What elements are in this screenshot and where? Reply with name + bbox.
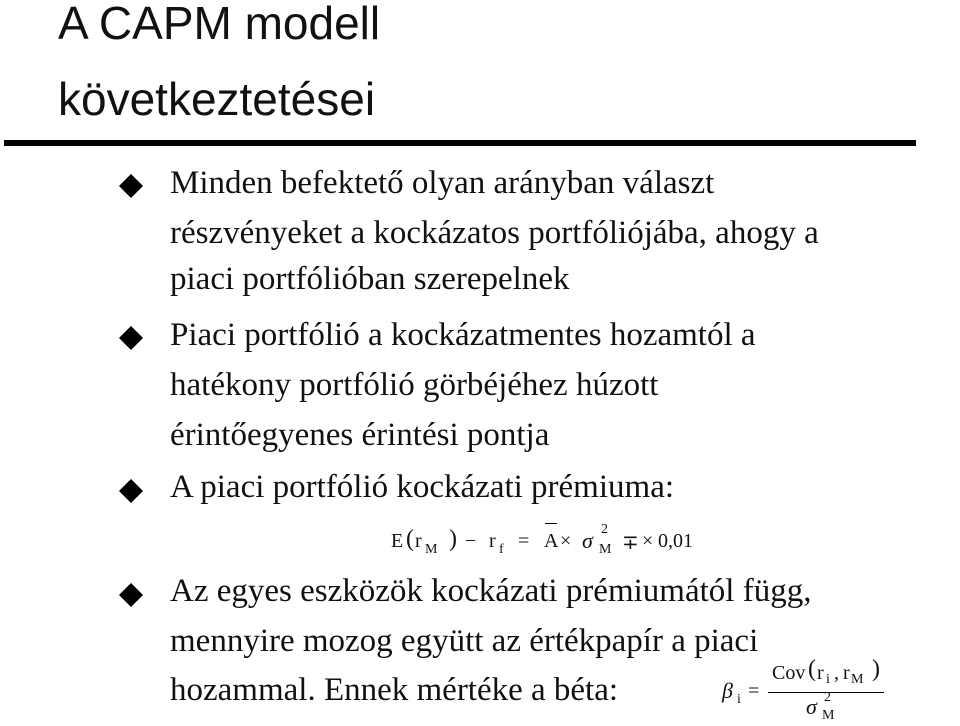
formula-equals: = — [518, 530, 530, 552]
bullet-1-line-2: részvényeket a kockázatos portfóliójába, ahogy a — [170, 215, 819, 251]
bullet-2-line-2: hatékony portfólió görbéjéhez húzott — [170, 367, 659, 403]
formula-sigma: σ — [582, 528, 593, 553]
title-divider — [4, 140, 916, 146]
formula-cov-r-i: r — [817, 662, 824, 684]
formula-cov-subscript-i: i — [826, 672, 830, 687]
formula-minus: − — [465, 530, 477, 552]
formula-subscript-M-2: M — [599, 542, 612, 557]
bullet-1-line-3: piaci portfólióban szerepelnek — [170, 261, 570, 297]
formula-superscript-2: 2 — [601, 522, 608, 537]
bullet-1-line-1: Minden befektető olyan arányban választ — [170, 165, 715, 201]
formula-denominator-superscript-2: 2 — [824, 690, 831, 705]
bullet-4-line-1: Az egyes eszközök kockázati prémiumától függ, — [170, 573, 812, 609]
formula-subscript-f: f — [499, 542, 504, 557]
formula-cov-r-M: r — [843, 662, 850, 684]
formula-cov-comma: , — [834, 662, 839, 684]
bullet-3-line-1: A piaci portfólió kockázati prémiuma: — [170, 469, 675, 505]
diamond-bullet-icon — [119, 174, 143, 198]
bullet-2-line-3: érintőegyenes érintési pontja — [170, 417, 550, 453]
bullet-4-line-3: hozammal. Ennek mértéke a béta: — [170, 672, 619, 708]
formula-cov-right-paren: ) — [872, 656, 880, 682]
formula-times-2: × — [642, 530, 654, 552]
formula-r: r — [415, 530, 422, 552]
formula-times: × — [560, 530, 572, 552]
diamond-bullet-icon — [119, 326, 143, 350]
formula-beta-symbol: β — [722, 678, 733, 703]
formula-beta-subscript-i: i — [737, 692, 741, 707]
formula-cov: Cov — [772, 662, 806, 684]
formula-value: 0,01 — [658, 530, 693, 552]
formula-right-paren: ) — [449, 526, 457, 552]
formula-denominator-sigma: σ — [806, 694, 817, 719]
title-line-2: következtetései — [58, 73, 376, 125]
formula-subscript-M: M — [425, 542, 438, 557]
formula-left-paren: ( — [406, 526, 414, 552]
formula-E: E — [391, 530, 404, 552]
diamond-bullet-icon — [119, 583, 143, 607]
formula-denominator-subscript-M: M — [822, 708, 835, 723]
diamond-bullet-icon — [119, 479, 143, 503]
bullet-4-line-2: mennyire mozog együtt az értékpapír a piaci — [170, 623, 759, 659]
formula-minus-plus: ∓ — [622, 532, 639, 554]
formula-A-overbar — [545, 523, 557, 524]
formula-cov-subscript-M: M — [851, 672, 864, 687]
formula-r-f: r — [489, 530, 496, 552]
formula-A: A — [544, 530, 559, 552]
formula-beta-equals: = — [748, 680, 760, 702]
bullet-2-line-1: Piaci portfólió a kockázatmentes hozamtól a — [170, 317, 756, 353]
formula-cov-left-paren: ( — [808, 656, 816, 682]
title-line-1: A CAPM modell — [58, 0, 381, 49]
